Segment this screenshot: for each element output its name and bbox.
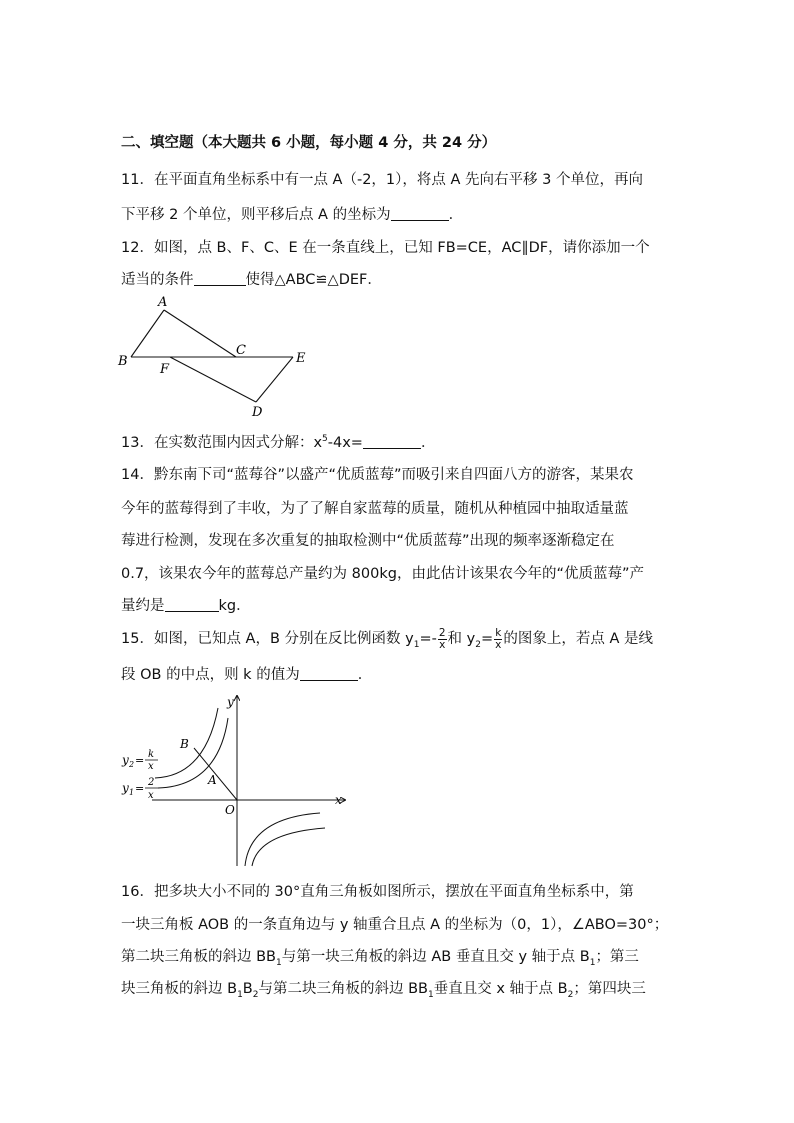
label-b: B xyxy=(118,354,128,369)
frac2-num: k xyxy=(495,626,502,639)
y2-num: k xyxy=(148,749,155,760)
y2-eq: = xyxy=(135,754,145,767)
segment-ac xyxy=(164,310,236,357)
q14-line5 xyxy=(121,596,251,616)
q15-text-c: 和 y xyxy=(447,631,476,647)
segment-fd xyxy=(170,357,256,402)
axis-x-label: x xyxy=(335,793,342,807)
y1-den: x xyxy=(148,790,154,801)
q14-line3: 莓进行检测，发现在多次重复的抽取检测中“优质蓝莓”出现的频率逐渐稳定在 xyxy=(121,533,615,549)
q12-figure xyxy=(110,290,325,420)
q13-text-after: -4x= xyxy=(327,434,363,451)
q16-l3-b: 与第一块三角板的斜边 AB 垂直且交 y 轴于点 B xyxy=(281,949,590,965)
q16-l4-s2: 2 xyxy=(252,989,259,1000)
q14-end: kg． xyxy=(218,598,251,614)
q15-text: 段 OB 的中点，则 k 的值为 xyxy=(121,667,300,683)
y1-label: y xyxy=(122,781,129,795)
q16-line3 xyxy=(121,947,639,973)
y1-eq: = xyxy=(135,782,145,795)
label-e: E xyxy=(296,351,306,366)
q13-text: 13．在实数范围内因式分解：x xyxy=(121,434,323,451)
q14-line1: 14．黔东南下司“蓝莓谷”以盛产“优质蓝莓”而吸引来自四面八方的游客，某果农 xyxy=(121,467,634,483)
q12-line1: 12．如图，点 B、F、C、E 在一条直线上，已知 FB=CE，AC∥DF，请你添加一个 xyxy=(121,240,650,256)
q16-l4-e: ；第四块三 xyxy=(573,981,646,997)
label-a: A xyxy=(158,295,168,310)
q16-line4 xyxy=(121,979,646,1005)
segment-ab xyxy=(131,310,164,357)
y2-den: x xyxy=(148,761,154,772)
q13-end: ． xyxy=(420,434,436,451)
q14-line2: 今年的蓝莓得到了丰收，为了了解自家蓝莓的质量，随机从种植园中抽取适量蓝 xyxy=(121,501,629,517)
frac1-num: 2 xyxy=(438,626,446,639)
q14-line4: 0.7，该果农今年的蓝莓总产量约为 800kg，由此估计该果农今年的“优质蓝莓”产 xyxy=(121,566,644,582)
q15-text-e: 的图象上，若点 A 是线 xyxy=(503,631,653,647)
frac2-den: x xyxy=(495,638,502,651)
q14-text: 量约是 xyxy=(121,598,165,614)
frac1-den: x xyxy=(439,638,446,651)
q15-frac2 xyxy=(494,628,502,651)
q16-l4-b: B xyxy=(242,981,253,997)
origin-label: O xyxy=(225,803,235,817)
q16-l4-a: 块三角板的斜边 B xyxy=(121,981,238,997)
y1-sub: 1 xyxy=(129,788,135,797)
q16-l3-s1: 1 xyxy=(276,957,282,968)
q15-line2 xyxy=(121,665,372,685)
q16-l4-s4: 2 xyxy=(567,989,574,1000)
q16-l4-s3: 1 xyxy=(428,989,434,1000)
q15-text-a: 15．如图，已知点 A，B 分别在反比例函数 y xyxy=(121,631,414,647)
q15-line1 xyxy=(121,626,653,658)
q16-line1: 16．把多块大小不同的 30°直角三角板如图所示，摆放在平面直角坐标系中，第 xyxy=(121,884,634,900)
curve-y2-lower xyxy=(252,828,325,866)
q15-answer-blank[interactable] xyxy=(300,666,358,681)
q13-line xyxy=(121,429,435,453)
q16-l3-s2: 1 xyxy=(589,957,596,968)
q16-l4-s1: 1 xyxy=(237,989,243,1000)
q12-text-start: 适当的条件 xyxy=(121,272,194,288)
label-d: D xyxy=(252,405,263,420)
section-heading: 二、填空题（本大题共 6 小题，每小题 4 分，共 24 分） xyxy=(121,135,497,151)
q15-frac1 xyxy=(438,628,447,651)
y2-sub: 2 xyxy=(129,760,135,769)
q15-sub2: 2 xyxy=(475,639,481,650)
label-c: C xyxy=(236,343,246,358)
segment-ed xyxy=(256,357,293,402)
q15-sub1: 1 xyxy=(413,639,420,650)
axis-y-label: y xyxy=(227,695,234,709)
q16-l3-c: ；第三 xyxy=(595,949,639,965)
curve-y1-upper xyxy=(158,718,228,788)
q11-text: 下平移 2 个单位，则平移后点 A 的坐标为 xyxy=(121,207,391,223)
y1-num: 2 xyxy=(148,777,155,788)
q11-end: ． xyxy=(448,207,464,223)
q11-line2 xyxy=(121,205,463,225)
q13-exponent: 5 xyxy=(322,434,328,444)
q11-line1: 11．在平面直角坐标系中有一点 A（-2，1），将点 A 先向右平移 3 个单位，再向 xyxy=(121,172,643,188)
q15-text-b: =- xyxy=(419,631,437,647)
q16-l4-d: 垂直且交 x 轴于点 B xyxy=(433,981,568,997)
q14-answer-blank[interactable] xyxy=(165,597,219,612)
label-f: F xyxy=(160,362,170,377)
q15-text-d: = xyxy=(480,631,494,647)
q15-end: ． xyxy=(357,667,373,683)
q16-l3-a: 第二块三角板的斜边 BB xyxy=(121,949,277,965)
q12-text-end: 使得△ABC≌△DEF． xyxy=(245,272,382,288)
y2-label: y xyxy=(122,753,129,767)
curve-y1-lower xyxy=(245,813,320,866)
q16-l4-c: 与第二块三角板的斜边 BB xyxy=(258,981,428,997)
q13-answer-blank[interactable] xyxy=(363,434,421,449)
q15-figure xyxy=(110,688,360,868)
q11-answer-blank[interactable] xyxy=(391,206,449,221)
q16-line2: 一块三角板 AOB 的一条直角边与 y 轴重合且点 A 的坐标为（0，1），∠ABO=30°； xyxy=(121,917,669,933)
point-a-label: A xyxy=(208,773,217,787)
q12-answer-blank[interactable] xyxy=(194,271,246,286)
point-b-label: B xyxy=(180,737,189,751)
q12-line2 xyxy=(121,270,382,290)
